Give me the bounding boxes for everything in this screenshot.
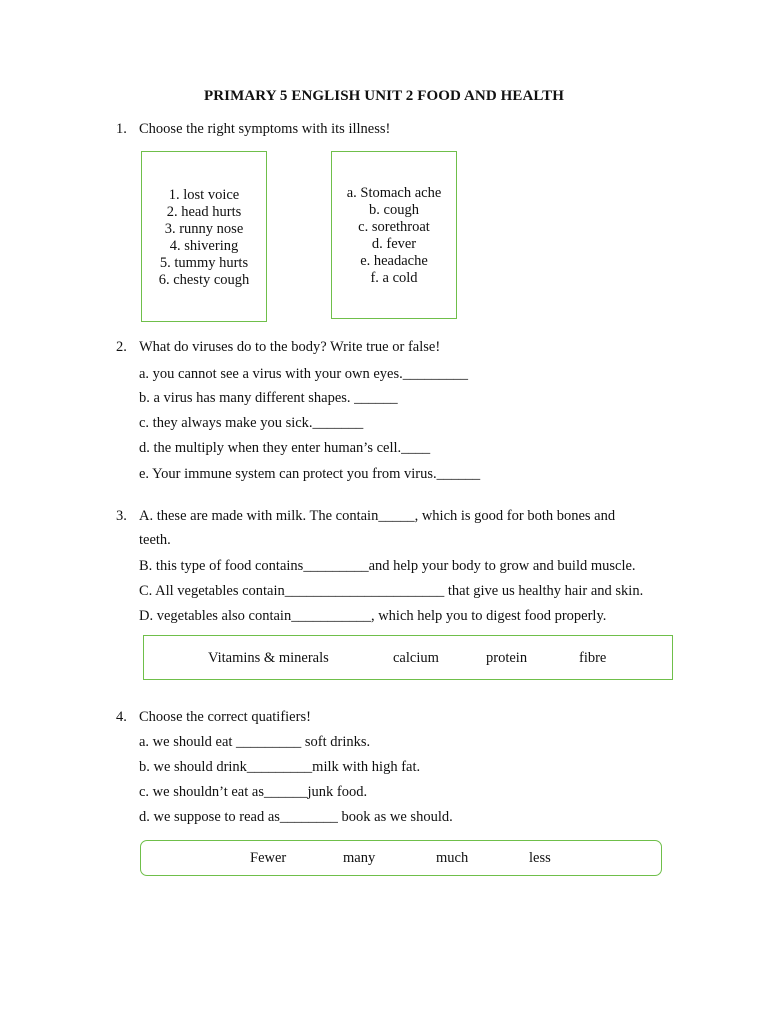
q4-item: c. we shouldn’t eat as______junk food. <box>139 784 368 800</box>
q3-item: A. these are made with milk. The contain_____, which is good for both bones and <box>139 508 616 524</box>
symptom-item: 2. head hurts <box>166 204 242 220</box>
q4-prompt: Choose the correct quatifiers! <box>139 709 311 725</box>
illness-item: e. headache <box>360 253 428 269</box>
q4-item: d. we suppose to read as________ book as we should. <box>139 809 453 825</box>
q3-item: C. All vegetables contain______________________ that give us healthy hair and skin. <box>139 583 644 599</box>
q2-number: 2. <box>116 339 127 355</box>
q4-number: 4. <box>116 709 127 725</box>
q3-number: 3. <box>116 508 127 524</box>
q1-number: 1. <box>116 121 127 137</box>
word-bank-item: calcium <box>393 650 439 666</box>
q1-prompt: Choose the right symptoms with its illness! <box>139 121 391 137</box>
page-title: PRIMARY 5 ENGLISH UNIT 2 FOOD AND HEALTH <box>203 88 565 104</box>
symptom-item: 4. shivering <box>169 238 239 254</box>
q2-item: b. a virus has many different shapes. ______ <box>139 390 398 406</box>
q4-word-bank <box>140 840 662 876</box>
illness-item: a. Stomach ache <box>346 185 442 201</box>
q2-prompt: What do viruses do to the body? Write true or false! <box>139 339 441 355</box>
symptom-item: 1. lost voice <box>168 187 240 203</box>
word-bank-item: protein <box>486 650 528 666</box>
illness-item: d. fever <box>371 236 417 252</box>
word-bank-item: Vitamins & minerals <box>208 650 329 666</box>
q2-item: c. they always make you sick._______ <box>139 415 364 431</box>
word-bank-item: Fewer <box>250 850 287 866</box>
symptom-item: 5. tummy hurts <box>159 255 249 271</box>
illness-item: b. cough <box>369 202 419 218</box>
word-bank-item: many <box>343 850 376 866</box>
q2-item: e. Your immune system can protect you from virus.______ <box>139 466 481 482</box>
word-bank-item: less <box>529 850 551 866</box>
q3-item: teeth. <box>139 532 171 548</box>
q4-item: b. we should drink_________milk with high fat. <box>139 759 421 775</box>
symptom-item: 6. chesty cough <box>158 272 250 288</box>
q2-item: a. you cannot see a virus with your own eyes._________ <box>139 366 469 382</box>
symptom-item: 3. runny nose <box>164 221 244 237</box>
q3-item: D. vegetables also contain___________, which help you to digest food properly. <box>139 608 607 624</box>
illness-item: c. sorethroat <box>358 219 430 235</box>
q2-item: d. the multiply when they enter human’s cell.____ <box>139 440 431 456</box>
symptoms-box <box>141 151 267 322</box>
q3-item: B. this type of food contains_________and help your body to grow and build muscle. <box>139 558 636 574</box>
word-bank-item: much <box>436 850 469 866</box>
word-bank-item: fibre <box>579 650 607 666</box>
illness-item: f. a cold <box>370 270 418 286</box>
q4-item: a. we should eat _________ soft drinks. <box>139 734 371 750</box>
illnesses-box <box>331 151 457 319</box>
q3-word-bank <box>143 635 673 680</box>
